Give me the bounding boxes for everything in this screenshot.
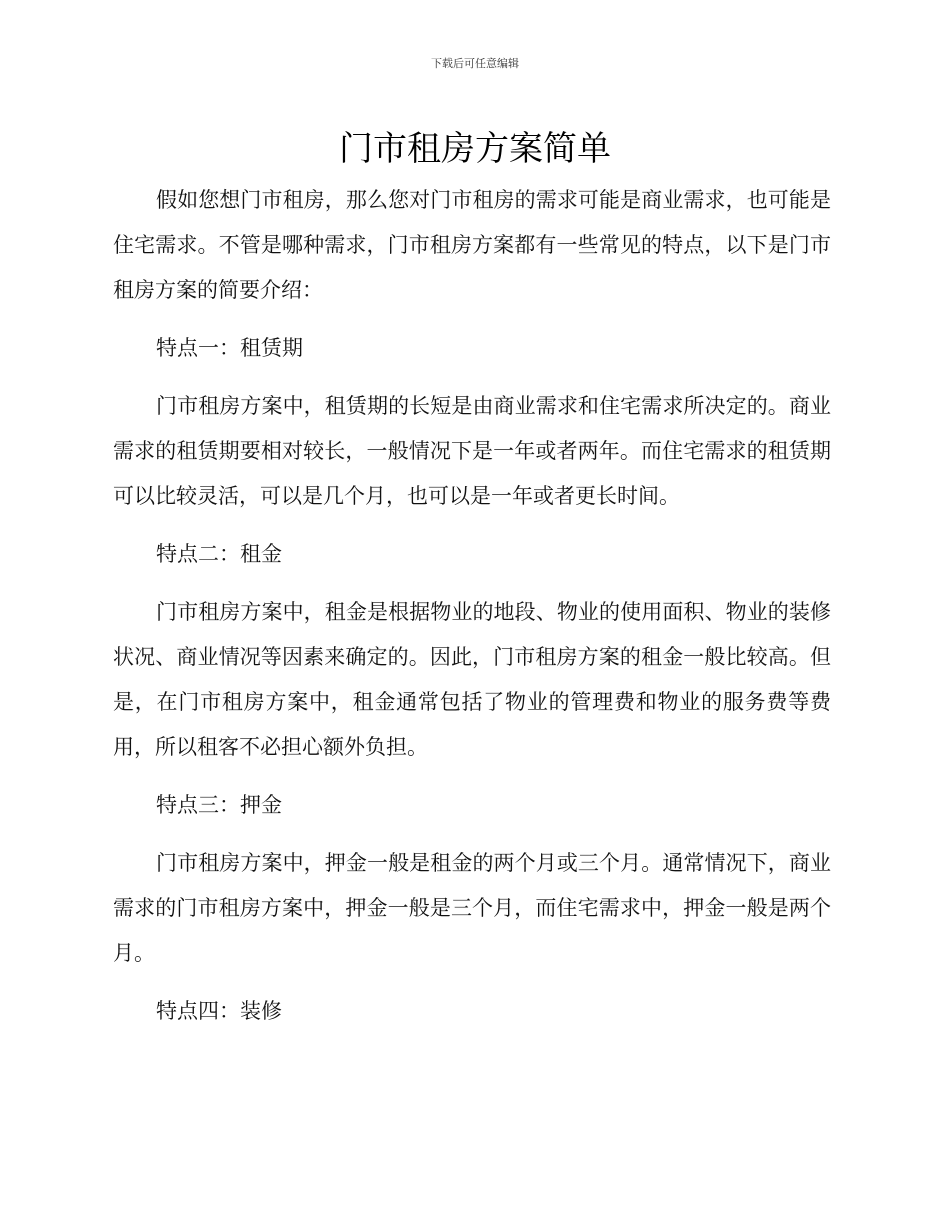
section-body-lease-term: 门市租房方案中，租赁期的长短是由商业需求和住宅需求所决定的。商业需求的租赁期要相对较长，一般情况下是一年或者两年。而住宅需求的租赁期可以比较灵活，可以是几个月，也可以是一年或者更长时间。 bbox=[113, 394, 831, 508]
section-body-rent: 门市租房方案中，租金是根据物业的地段、物业的使用面积、物业的装修状况、商业情况等因素来确定的。因此，门市租房方案的租金一般比较高。但是，在门市租房方案中，租金通常包括了物业的管理费和物业的服务费等费用，所以租客不必担心额外负担。 bbox=[113, 600, 831, 759]
section-heading-deposit: 特点三：押金 bbox=[156, 793, 282, 817]
document-title: 门市租房方案简单 bbox=[339, 129, 611, 169]
section-body-deposit: 门市租房方案中，押金一般是租金的两个月或三个月。通常情况下，商业需求的门市租房方案中，押金一般是三个月，而住宅需求中，押金一般是两个月。 bbox=[113, 851, 831, 965]
page-header-note: 下载后可任意编辑 bbox=[431, 57, 519, 70]
section-heading-decoration: 特点四：装修 bbox=[156, 999, 282, 1023]
section-heading-lease-term: 特点一：租赁期 bbox=[156, 336, 303, 360]
intro-paragraph: 假如您想门市租房，那么您对门市租房的需求可能是商业需求，也可能是住宅需求。不管是哪种需求，门市租房方案都有一些常见的特点，以下是门市租房方案的简要介绍： bbox=[113, 188, 831, 302]
document-body bbox=[113, 178, 831, 1047]
section-heading-rent: 特点二：租金 bbox=[156, 542, 282, 566]
